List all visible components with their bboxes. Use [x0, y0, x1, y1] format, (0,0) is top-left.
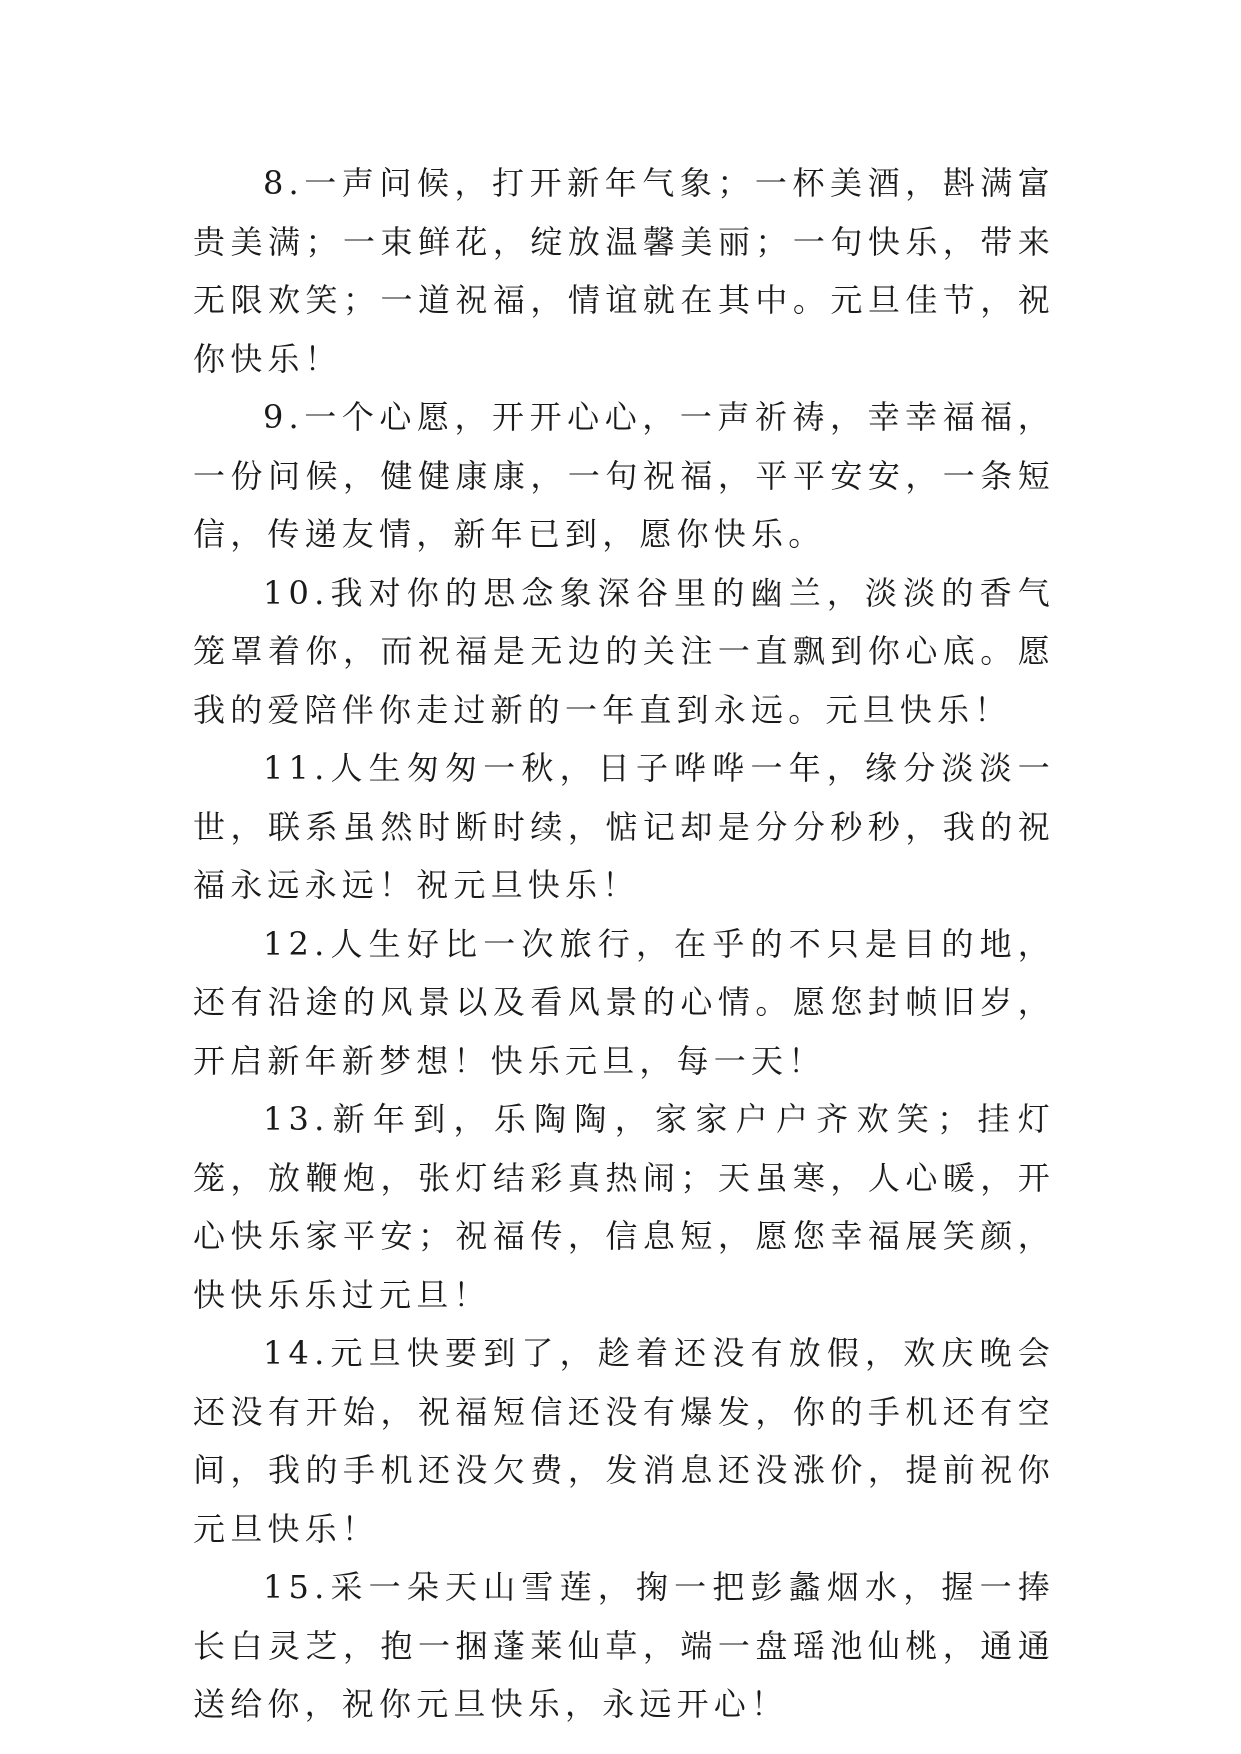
paragraph-15: 15.采一朵天山雪莲，掬一把彭蠡烟水，握一捧长白灵芝，抱一捆蓬莱仙草，端一盘瑶池仙桃，通通送给你，祝你元旦快乐，永远开心！	[193, 1568, 1055, 1723]
paragraph-10: 10.我对你的思念象深谷里的幽兰，淡淡的香气笼罩着你，而祝福是无边的关注一直飘到你心底。愿我的爱陪伴你走过新的一年直到永远。元旦快乐！	[193, 573, 1055, 729]
paragraph-9: 9.一个心愿，开开心心，一声祈祷，幸幸福福，一份问候，健健康康，一句祝福，平平安安，一条短信，传递友情，新年已到，愿你快乐。	[193, 398, 1055, 553]
paragraph-14: 14.元旦快要到了，趁着还没有放假，欢庆晚会还没有开始，祝福短信还没有爆发，你的手机还有空间，我的手机还没欠费，发消息还没涨价，提前祝你元旦快乐！	[193, 1334, 1055, 1548]
document-body	[193, 154, 1055, 1734]
paragraph-12: 12.人生好比一次旅行，在乎的不只是目的地，还有沿途的风景以及看风景的心情。愿您封帧旧岁，开启新年新梦想！快乐元旦，每一天！	[193, 924, 1055, 1080]
paragraph-8: 8.一声问候，打开新年气象；一杯美酒，斟满富贵美满；一束鲜花，绽放温馨美丽；一句快乐，带来无限欢笑；一道祝福，情谊就在其中。元旦佳节，祝你快乐！	[193, 164, 1055, 378]
paragraph-11: 11.人生匆匆一秋，日子哗哗一年，缘分淡淡一世，联系虽然时断时续，惦记却是分分秒秒，我的祝福永远永远！祝元旦快乐！	[193, 749, 1055, 904]
paragraph-13: 13.新年到，乐陶陶，家家户户齐欢笑；挂灯笼，放鞭炮，张灯结彩真热闹；天虽寒，人心暖，开心快乐家平安；祝福传，信息短，愿您幸福展笑颜，快快乐乐过元旦！	[193, 1100, 1055, 1314]
